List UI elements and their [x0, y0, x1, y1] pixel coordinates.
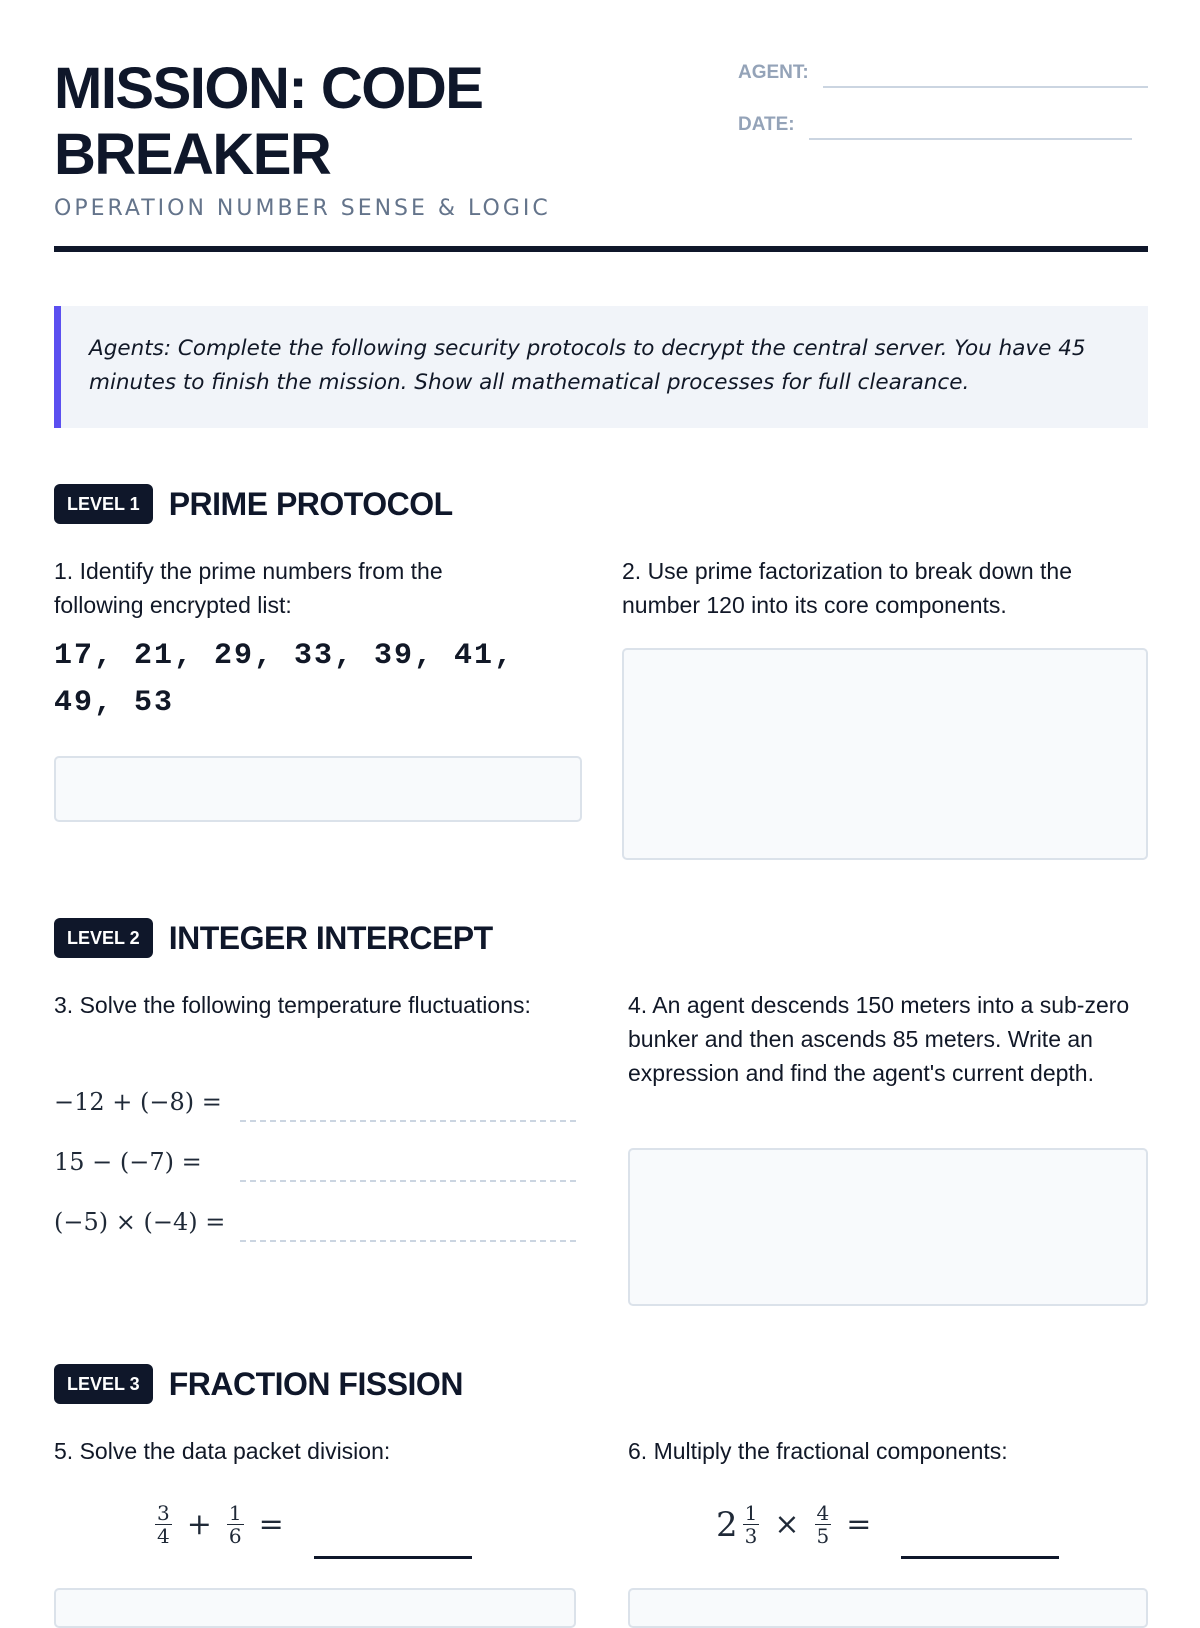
fraction-denominator: 4 — [157, 1524, 170, 1548]
question-1-answer-box[interactable] — [54, 756, 582, 822]
operator: × — [774, 1507, 800, 1542]
level-2-header — [54, 918, 493, 958]
header-divider — [54, 246, 1148, 252]
question-2: 2. Use prime factorization to break down the number 120 into its core components. — [622, 558, 1073, 618]
date-label: DATE: — [738, 114, 795, 135]
fraction-numerator: 4 — [816, 1501, 830, 1525]
question-1: 1. Identify the prime numbers from the following encrypted list: — [54, 558, 443, 618]
equation-expression: 15 − (−7) = — [54, 1148, 202, 1176]
fraction — [155, 1502, 172, 1547]
page-header — [54, 56, 614, 221]
equation-answer-line[interactable] — [240, 1180, 576, 1182]
question-6-work-box[interactable] — [628, 1588, 1148, 1628]
equation-expression: (−5) × (−4) = — [54, 1208, 226, 1236]
question-6: 6. Multiply the fractional components: — [628, 1438, 1008, 1464]
page-subtitle: OPERATION NUMBER SENSE & LOGIC — [54, 196, 551, 221]
question-6-answer-line[interactable] — [901, 1516, 1059, 1559]
question-5-expression — [152, 1502, 472, 1547]
fraction — [743, 1502, 760, 1547]
fraction-denominator: 5 — [816, 1524, 830, 1548]
fraction-numerator: 3 — [157, 1501, 170, 1525]
level-3-badge: LEVEL 3 — [54, 1364, 153, 1404]
equation-answer-line[interactable] — [240, 1240, 576, 1242]
level-3-title: FRACTION FISSION — [168, 1365, 463, 1402]
question-5-answer-line[interactable] — [314, 1516, 472, 1559]
prime-list-line-1: 17, 21, 29, 33, 39, 41, — [54, 639, 515, 673]
agent-name-field[interactable] — [823, 58, 1148, 88]
equals-sign: = — [258, 1507, 284, 1542]
agent-label: AGENT: — [738, 62, 809, 83]
question-4: 4. An agent descends 150 meters into a sub-zero bunker and then ascends 85 meters. Write an expression and find the agent's current depth. — [628, 992, 1130, 1086]
fraction — [815, 1502, 832, 1547]
mission-briefing: Agents: Complete the following security protocols to decrypt the central server. You have 45 minutes to finish the mission. Show all mathematical processes for full clearance. — [54, 306, 1148, 428]
prime-number-list — [54, 633, 574, 727]
question-2-answer-box[interactable] — [622, 648, 1148, 860]
question-3: 3. Solve the following temperature fluctuations: — [54, 992, 531, 1018]
fraction-numerator: 1 — [744, 1501, 758, 1525]
equation-expression: −12 + (−8) = — [54, 1088, 222, 1116]
operator: + — [186, 1507, 212, 1542]
level-3-header — [54, 1364, 463, 1404]
level-2-badge: LEVEL 2 — [54, 918, 153, 958]
level-1-badge: LEVEL 1 — [54, 484, 153, 524]
date-field[interactable] — [809, 110, 1132, 140]
level-1-header — [54, 484, 453, 524]
level-1-title: PRIME PROTOCOL — [168, 485, 453, 522]
prime-list-line-2: 49, 53 — [54, 686, 175, 720]
equation-answer-line[interactable] — [240, 1120, 576, 1122]
level-2-title: INTEGER INTERCEPT — [168, 919, 493, 956]
fraction — [227, 1502, 244, 1547]
equation-row — [54, 1192, 576, 1242]
date-field-row — [738, 110, 1148, 140]
equation-row — [54, 1072, 576, 1122]
question-6-expression — [716, 1502, 1059, 1547]
question-5-work-box[interactable] — [54, 1588, 576, 1628]
equals-sign: = — [846, 1507, 872, 1542]
page-title-line-2: BREAKER — [54, 122, 331, 187]
fraction-denominator: 3 — [744, 1524, 758, 1548]
agent-info-block — [738, 58, 1148, 162]
equation-row — [54, 1132, 576, 1182]
page-title-line-1: MISSION: CODE — [54, 56, 483, 121]
question-4-answer-box[interactable] — [628, 1148, 1148, 1306]
fraction-denominator: 6 — [228, 1524, 242, 1548]
question-5: 5. Solve the data packet division: — [54, 1438, 391, 1464]
fraction-numerator: 1 — [228, 1501, 242, 1525]
mixed-number-whole: 2 — [716, 1504, 738, 1545]
agent-field-row — [738, 58, 1148, 88]
